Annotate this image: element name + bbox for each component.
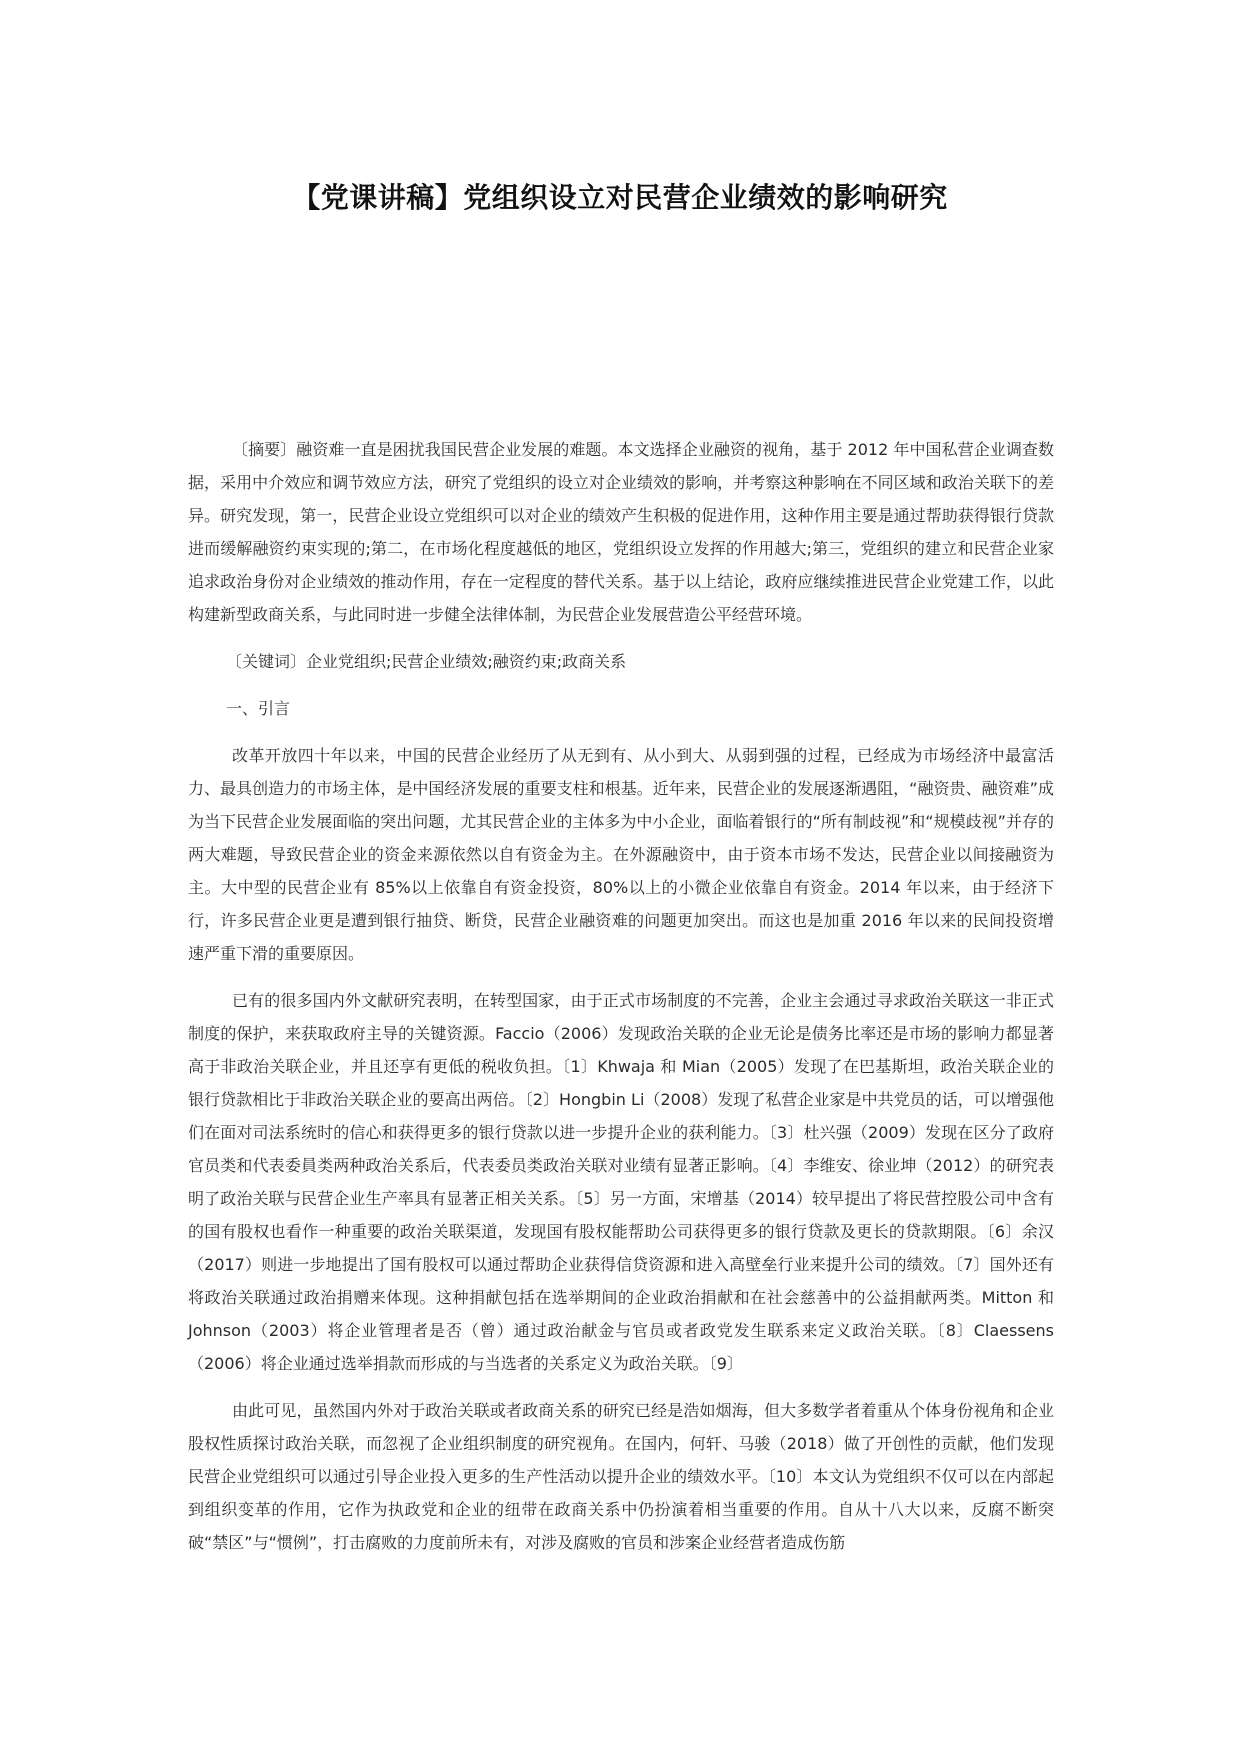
- body-paragraph: 由此可见，虽然国内外对于政治关联或者政商关系的研究已经是浩如烟海，但大多数学者着重从个体身份视角和企业股权性质探讨政治关联，而忽视了企业组织制度的研究视角。在国内，何轩、马骏（2018）做了开创性的贡献，他们发现民营企业党组织可以通过引导企业投入更多的生产性活动以提升企业的绩效水平。〔10〕本文认为党组织不仅可以在内部起到组织变革的作用，它作为执政党和企业的纽带在政商关系中仍扮演着相当重要的作用。自从十八大以来，反腐不断突破“禁区”与“惯例”，打击腐败的力度前所未有，对涉及腐败的官员和涉案企业经营者造成伤筋: [188, 1401, 1054, 1552]
- abstract-paragraph: 〔摘要〕融资难一直是困扰我国民营企业发展的难题。本文选择企业融资的视角，基于 2012 年中国私营企业调查数据，采用中介效应和调节效应方法，研究了党组织的设立对企业绩效的影响，并考察这种影响在不同区域和政治关联下的差异。研究发现，第一，民营企业设立党组织可以对企业的绩效产生积极的促进作用，这种作用主要是通过帮助获得银行贷款进而缓解融资约束实现的;第二，在市场化程度越低的地区，党组织设立发挥的作用越大;第三，党组织的建立和民营企业家追求政治身份对企业绩效的推动作用，存在一定程度的替代关系。基于以上结论，政府应继续推进民营企业党建工作，以此构建新型政商关系，与此同时进一步健全法律体制，为民营企业发展营造公平经营环境。: [188, 440, 1054, 624]
- body-paragraph: 改革开放四十年以来，中国的民营企业经历了从无到有、从小到大、从弱到强的过程，已经成为市场经济中最富活力、最具创造力的市场主体，是中国经济发展的重要支柱和根基。近年来，民营企业的发展逐渐遇阻，“融资贵、融资难”成为当下民营企业发展面临的突出问题，尤其民营企业的主体多为中小企业，面临着银行的“所有制歧视”和“规模歧视”并存的两大难题，导致民营企业的资金来源依然以自有资金为主。在外源融资中，由于资本市场不发达，民营企业以间接融资为主。大中型的民营企业有 85%以上依靠自有资金投资，80%以上的小微企业依靠自有资金。2014 年以来，由于经济下行，许多民营企业更是遭到银行抽贷、断贷，民营企业融资难的问题更加突出。而这也是加重 2016 年以来的民间投资增速严重下滑的重要原因。: [188, 746, 1054, 963]
- keywords-line: 〔关键词〕企业党组织;民营企业绩效;融资约束;政商关系: [226, 652, 627, 671]
- section-heading: 一、引言: [226, 699, 291, 718]
- document-body: [188, 433, 1054, 1573]
- document-title: 【党课讲稿】党组织设立对民营企业绩效的影响研究: [292, 181, 948, 214]
- body-paragraph: 已有的很多国内外文献研究表明，在转型国家，由于正式市场制度的不完善，企业主会通过寻求政治关联这一非正式制度的保护，来获取政府主导的关键资源。Faccio（2006）发现政治关联的企业无论是债务比率还是市场的影响力都显著高于非政治关联企业，并且还享有更低的税收负担。〔1〕Khwaja 和 Mian（2005）发现了在巴基斯坦，政治关联企业的银行贷款相比于非政治关联企业的要高出两倍。〔2〕Hongbin Li（2008）发现了私营企业家是中共党员的话，可以增强他们在面对司法系统时的信心和获得更多的银行贷款以进一步提升企业的获利能力。〔3〕杜兴强（2009）发现在区分了政府官员类和代表委員类两种政治关系后，代表委员类政治关联对业绩有显著正影响。〔4〕李维安、徐业坤（2012）的研究表明了政治关联与民营企业生产率具有显著正相关关系。〔5〕另一方面，宋增基（2014）较早提出了将民营控股公司中含有的国有股权也看作一种重要的政治关联渠道，发现国有股权能帮助公司获得更多的银行贷款及更长的贷款期限。〔6〕余汉（2017）则进一步地提出了国有股权可以通过帮助企业获得信贷资源和进入高壁垒行业来提升公司的绩效。〔7〕国外还有将政治关联通过政治捐赠来体现。这种捐献包括在选举期间的企业政治捐献和在社会慈善中的公益捐献两类。Mitton 和 Johnson（2003）将企业管理者是否（曾）通过政治献金与官员或者政党发生联系来定义政治关联。〔8〕Claessens（2006）将企业通过选举捐款而形成的与当选者的关系定义为政治关联。〔9〕: [188, 991, 1054, 1373]
